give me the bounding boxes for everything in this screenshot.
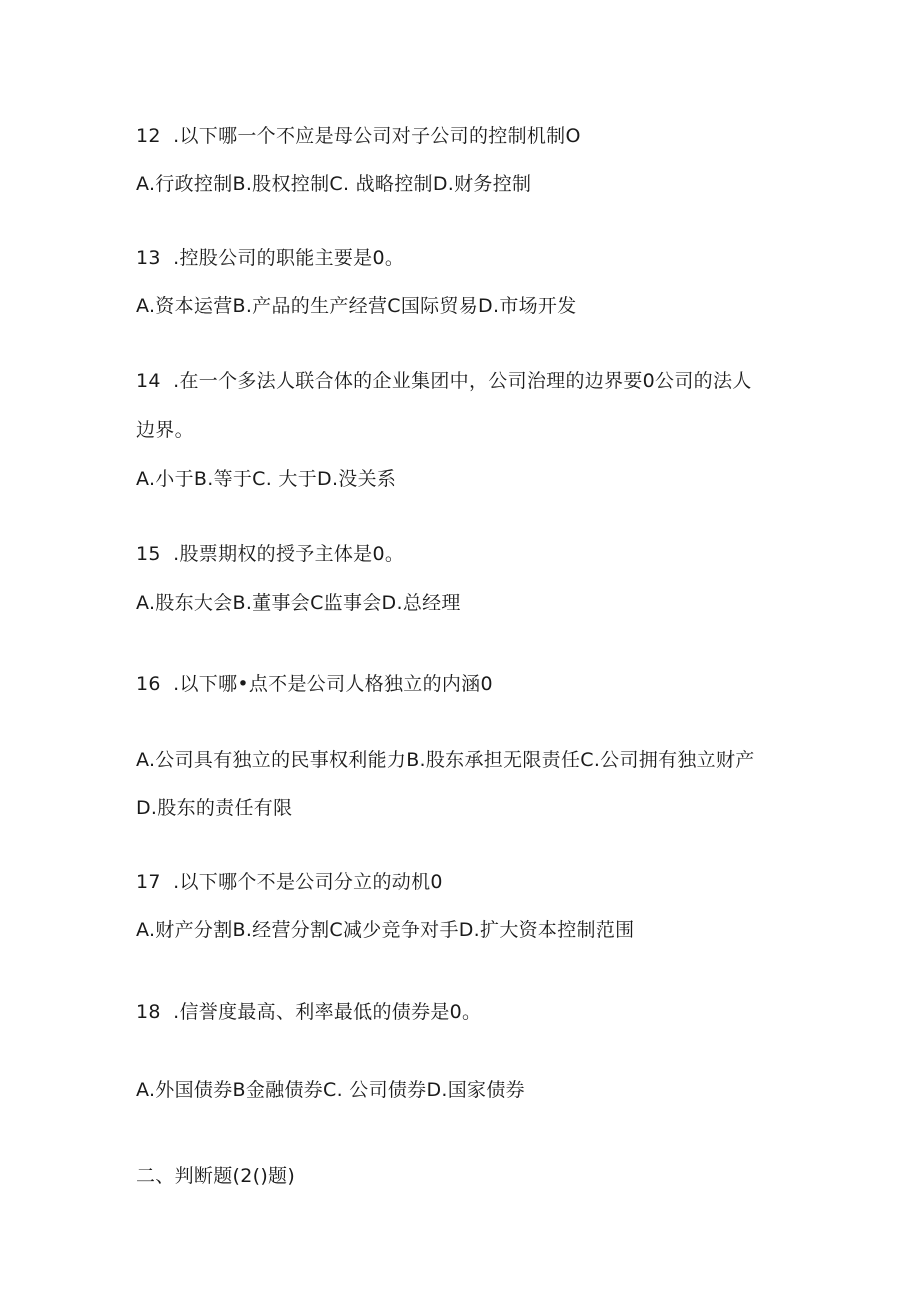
question-number: 16 <box>136 673 161 695</box>
question-15 <box>136 542 404 566</box>
question-number: 12 <box>136 125 161 147</box>
question-13 <box>136 246 404 270</box>
section-heading: 二、判断题(2()题) <box>136 1165 296 1187</box>
question-16-options-continued: D.股东的责任有限 <box>136 797 293 819</box>
question-number: 17 <box>136 871 161 893</box>
question-14 <box>136 369 752 393</box>
question-text: .在一个多法人联合体的企业集团中，公司治理的边界要0公司的法人 <box>173 370 752 392</box>
question-text: .以下哪一个不应是母公司对子公司的控制机制O <box>173 125 581 147</box>
question-16-options: A.公司具有独立的民事权利能力B.股东承担无限责任C.公司拥有独立财产 <box>136 749 755 771</box>
question-number: 18 <box>136 1001 161 1023</box>
question-18-options: A.外国债券B金融债券C. 公司债券D.国家债券 <box>136 1079 525 1101</box>
question-15-options: A.股东大会B.董事会C监事会D.总经理 <box>136 592 461 614</box>
question-12-options: A.行政控制B.股权控制C. 战略控制D.财务控制 <box>136 173 532 195</box>
question-12 <box>136 124 581 148</box>
question-text: .以下哪•点不是公司人格独立的内涵0 <box>173 673 493 695</box>
question-number: 14 <box>136 370 161 392</box>
question-17 <box>136 870 443 894</box>
question-16 <box>136 672 493 696</box>
question-text: .以下哪个不是公司分立的动机0 <box>173 871 443 893</box>
question-text: .信誉度最高、利率最低的债券是0。 <box>173 1001 482 1023</box>
question-text: .控股公司的职能主要是0。 <box>173 247 405 269</box>
question-number: 13 <box>136 247 161 269</box>
question-17-options: A.财产分割B.经营分割C减少竞争对手D.扩大资本控制范围 <box>136 919 635 941</box>
question-18 <box>136 1000 481 1024</box>
question-text: .股票期权的授予主体是0。 <box>173 543 405 565</box>
question-14-text-continued: 边界。 <box>136 419 194 441</box>
question-13-options: A.资本运营B.产品的生产经营C国际贸易D.市场开发 <box>136 295 577 317</box>
question-14-options: A.小于B.等于C. 大于D.没关系 <box>136 468 397 490</box>
question-number: 15 <box>136 543 161 565</box>
